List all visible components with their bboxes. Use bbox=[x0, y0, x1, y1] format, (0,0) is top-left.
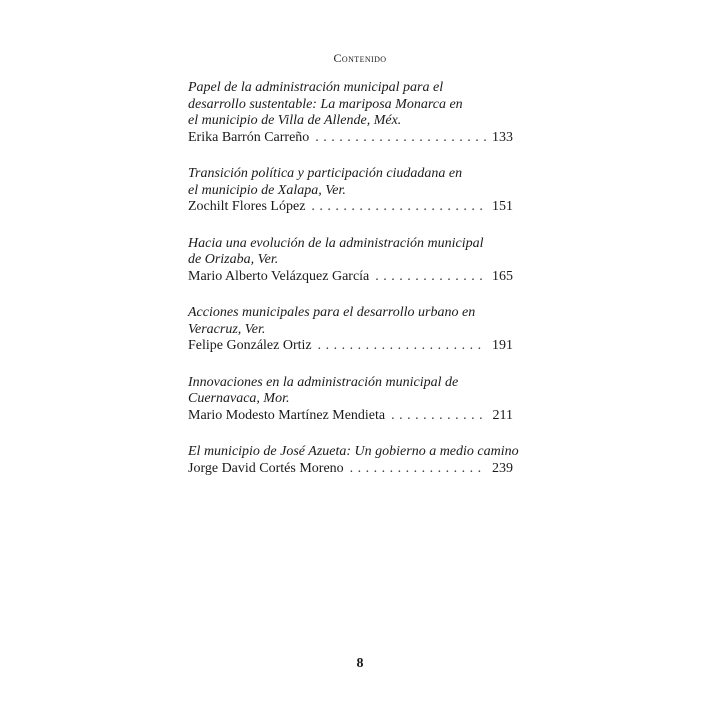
page-number: 8 bbox=[356, 656, 364, 671]
toc-entry bbox=[188, 305, 513, 355]
entry-title bbox=[188, 166, 513, 199]
dot-leader bbox=[350, 461, 486, 478]
toc-entry bbox=[188, 166, 513, 216]
entry-title bbox=[188, 80, 513, 130]
entry-author-line bbox=[188, 199, 513, 216]
entry-title-line: Transición política y participación ciudadana en bbox=[188, 166, 463, 181]
entry-title-line: Acciones municipales para el desarrollo urbano en bbox=[188, 305, 476, 320]
entry-title bbox=[188, 444, 519, 461]
entry-author: Mario Alberto Velázquez García bbox=[188, 268, 370, 284]
toc-entry bbox=[188, 236, 513, 286]
entry-page-number: 133 bbox=[492, 129, 513, 145]
entry-title-line: El municipio de José Azueta: Un gobierno a medio camino bbox=[188, 444, 519, 459]
entry-author-line bbox=[188, 408, 513, 425]
toc-entry bbox=[188, 444, 519, 477]
table-of-contents bbox=[188, 80, 519, 497]
dot-leader bbox=[318, 338, 486, 355]
contents-heading: Contenido bbox=[333, 51, 387, 65]
dot-leader bbox=[391, 408, 486, 425]
entry-author-line bbox=[188, 269, 513, 286]
entry-author: Mario Modesto Martínez Mendieta bbox=[188, 407, 386, 423]
entry-title bbox=[188, 305, 513, 338]
entry-title-line: el municipio de Villa de Allende, Méx. bbox=[188, 113, 402, 128]
entry-page-number: 211 bbox=[492, 407, 513, 423]
entry-title bbox=[188, 375, 513, 408]
entry-author-line bbox=[188, 338, 513, 355]
toc-entry bbox=[188, 80, 513, 146]
entry-title-line: Innovaciones en la administración municipal de bbox=[188, 374, 459, 390]
entry-author: Zochilt Flores López bbox=[188, 199, 306, 214]
dot-leader bbox=[315, 130, 486, 147]
entry-title-line: el municipio de Xalapa, Ver. bbox=[188, 182, 346, 198]
toc-entry bbox=[188, 375, 513, 425]
dot-leader bbox=[311, 199, 486, 216]
entry-title-line: de Orizaba, Ver. bbox=[188, 252, 279, 267]
entry-page-number: 191 bbox=[492, 338, 513, 353]
entry-author-line bbox=[188, 130, 513, 147]
entry-author: Felipe González Ortiz bbox=[188, 338, 312, 353]
entry-author-line bbox=[188, 461, 513, 478]
dot-leader bbox=[375, 269, 486, 286]
entry-page-number: 165 bbox=[492, 268, 513, 284]
entry-title-line: desarrollo sustentable: La mariposa Monarca en bbox=[188, 96, 463, 112]
entry-title-line: Papel de la administración municipal para el bbox=[188, 80, 444, 95]
entry-title-line: Veracruz, Ver. bbox=[188, 321, 266, 337]
entry-title bbox=[188, 236, 513, 269]
entry-author: Jorge David Cortés Moreno bbox=[188, 460, 344, 476]
entry-title-line: Hacia una evolución de la administración municipal bbox=[188, 235, 484, 251]
entry-page-number: 239 bbox=[492, 460, 513, 476]
entry-title-line: Cuernavaca, Mor. bbox=[188, 391, 290, 406]
entry-page-number: 151 bbox=[492, 199, 513, 214]
entry-author: Erika Barrón Carreño bbox=[188, 129, 310, 145]
